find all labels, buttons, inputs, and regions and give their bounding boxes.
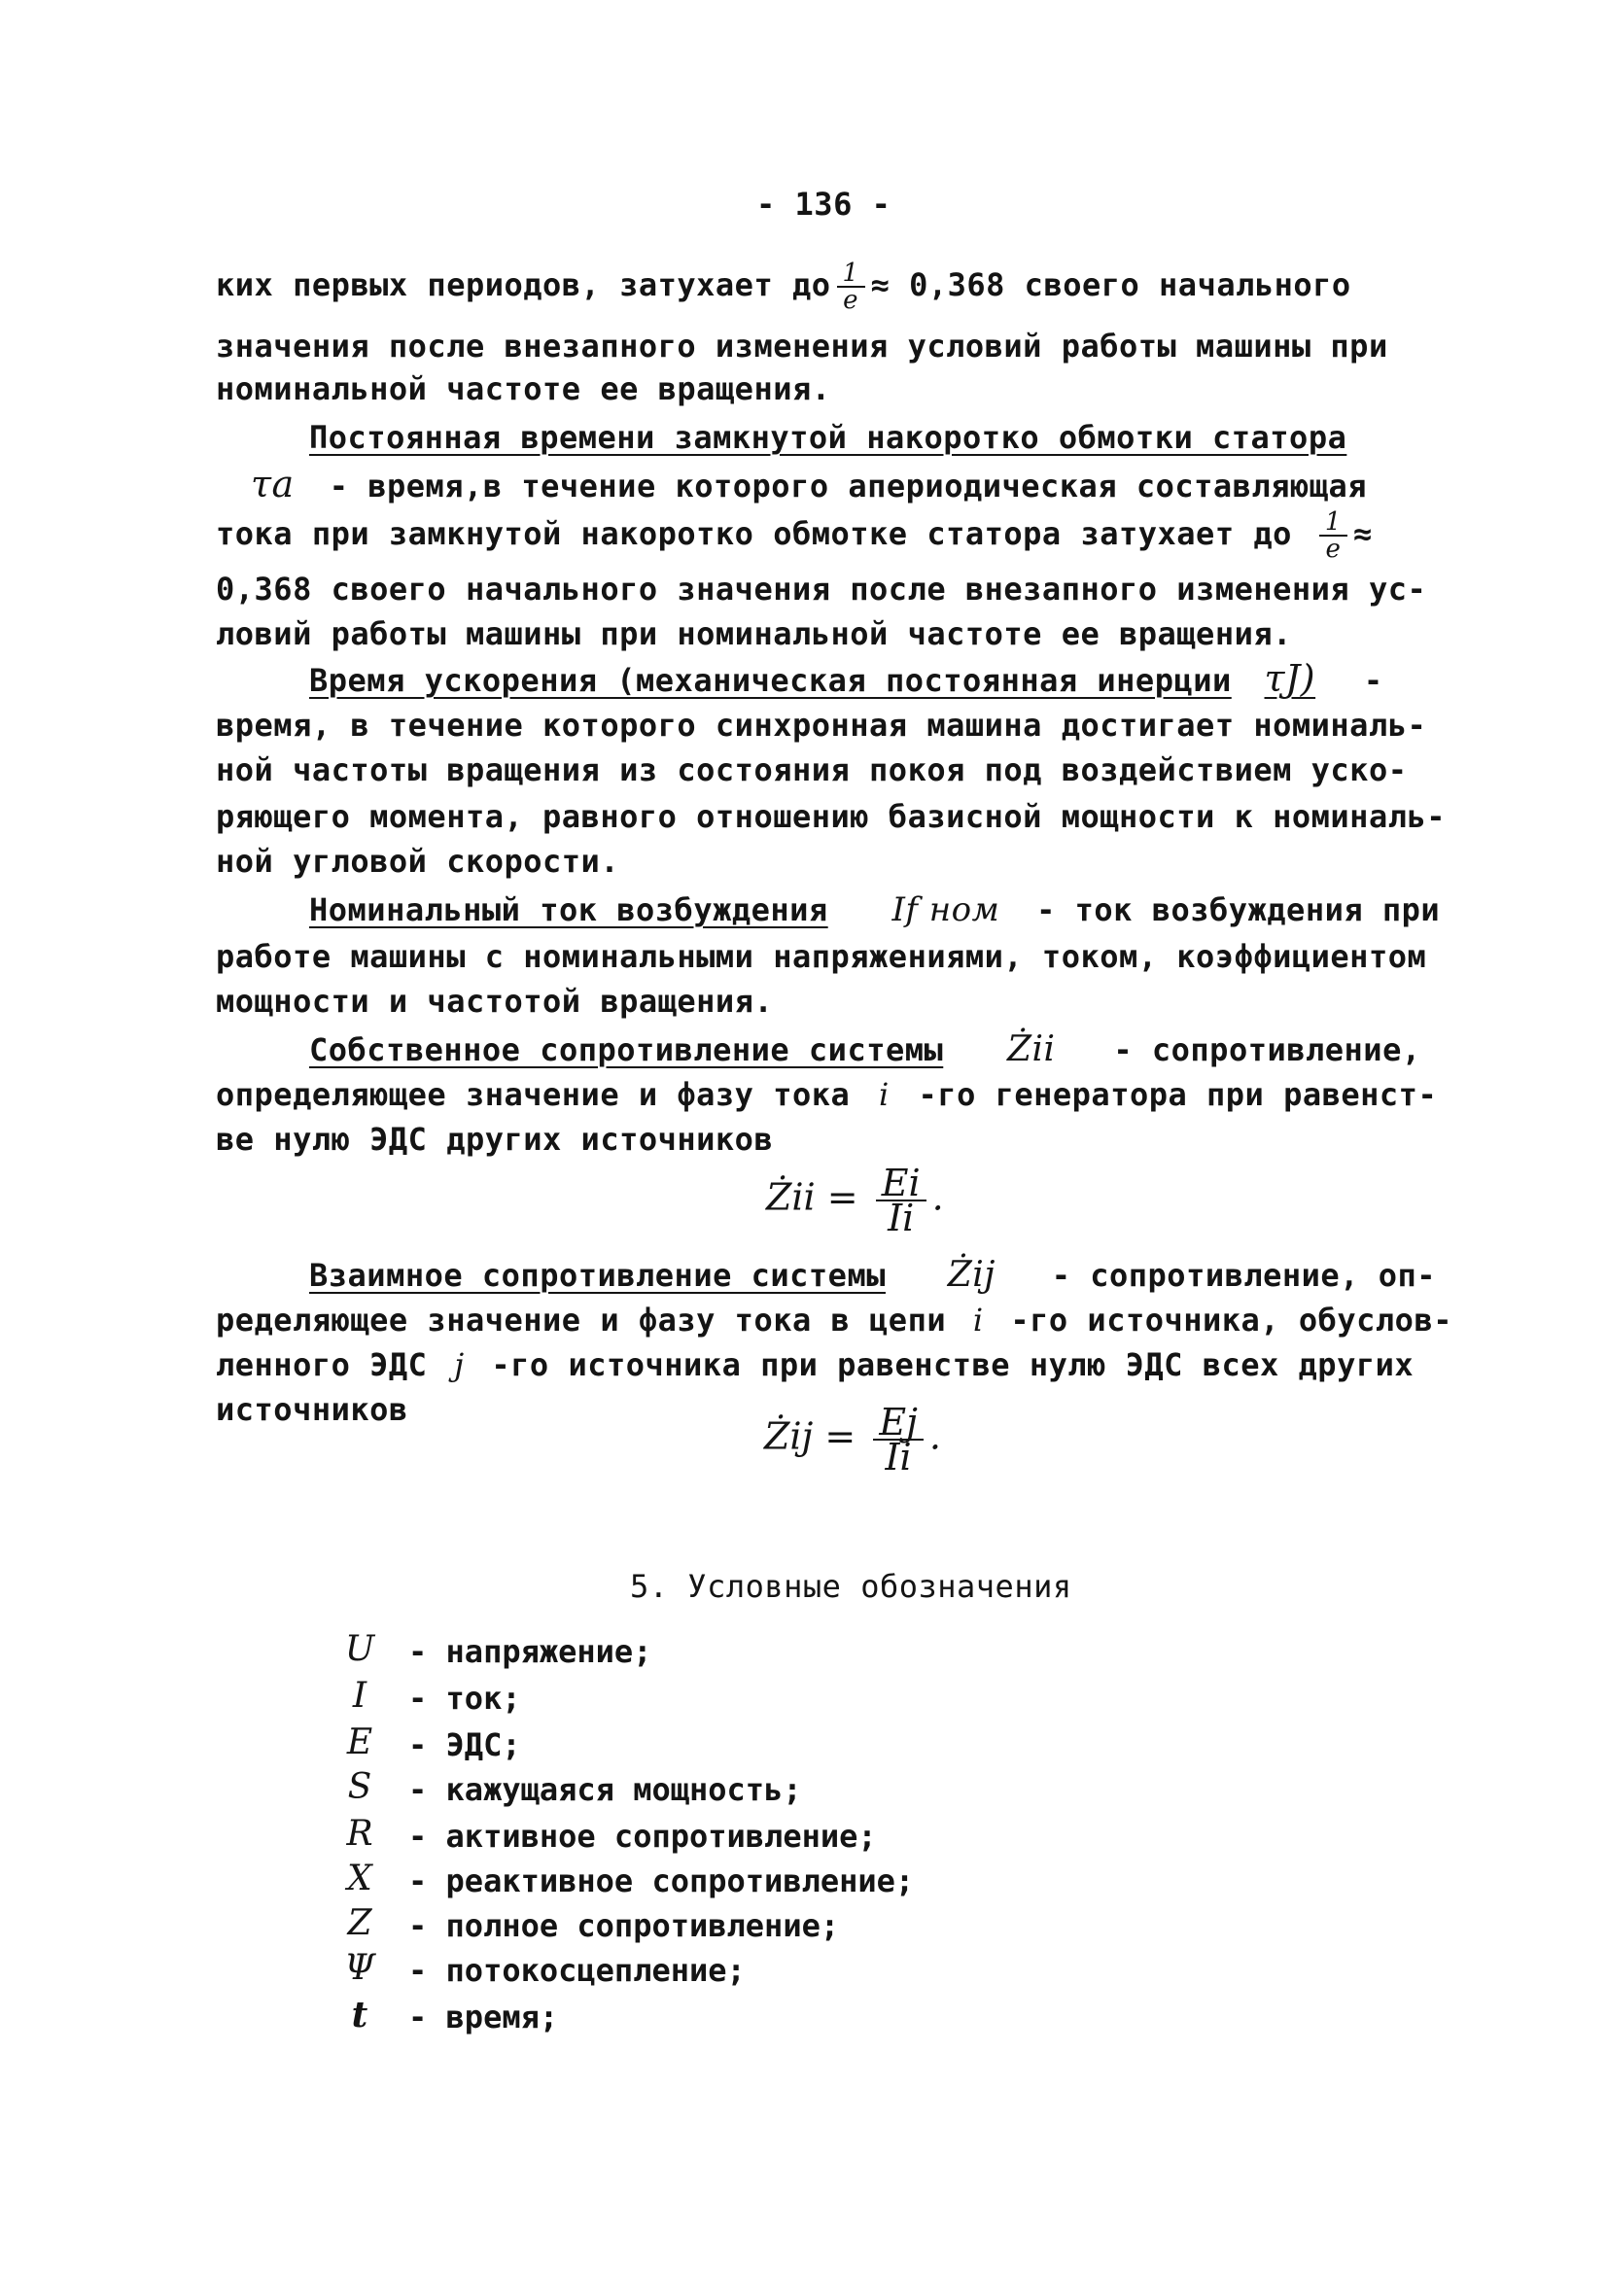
zii-symbol: Żii: [1007, 1029, 1056, 1069]
p2-line2-text: - время,в течение которого апериодическая составляющая: [329, 468, 1368, 504]
p2-line2: [251, 465, 1367, 505]
i-symbol: i: [879, 1076, 890, 1113]
legend-text-u: - напряжение;: [408, 1633, 652, 1670]
p6-line2-a: ределяющее значение и фазу тока в цепи: [216, 1302, 947, 1339]
p5-line2: [216, 1075, 1437, 1114]
equals-sign: =: [815, 1175, 870, 1219]
p2-line3-a: тока при замкнутой накоротко обмотке статора затухает до: [216, 515, 1292, 552]
p2-line3-b: ≈: [1352, 515, 1373, 552]
p6-line4: источников: [216, 1391, 408, 1428]
p4-line1: [309, 890, 1440, 929]
p1-line1-b: ≈ 0,368 своего начального: [870, 266, 1351, 303]
p4-line3: мощности и частотой вращения.: [216, 983, 774, 1020]
legend-text-r: - активное сопротивление;: [408, 1818, 877, 1855]
p3-line2: время, в течение которого синхронная машина достигает номиналь-: [216, 707, 1427, 744]
p2-line4: 0,368 своего начального значения после внезапного изменения ус-: [216, 571, 1427, 608]
legend-text-s: - кажущаяся мощность;: [408, 1771, 802, 1808]
p4-line2: работе машины с номинальными напряжениями, током, коэффициентом: [216, 938, 1427, 975]
zij-symbol: Żij: [947, 1255, 996, 1295]
p6-line3-b: -го источника при равенстве нулю ЭДС всех других: [491, 1346, 1415, 1383]
page-number: - 136 -: [756, 186, 891, 223]
p1-line2: значения после внезапного изменения условий работы машины при: [216, 328, 1388, 365]
p6-line2-b: -го источника, обуслов-: [1010, 1302, 1452, 1339]
legend-symbol-x: X: [347, 1859, 372, 1898]
formula-zii-end: .: [931, 1175, 944, 1219]
legend-text-x: - реактивное сопротивление;: [408, 1862, 915, 1899]
equals-sign-2: =: [813, 1414, 868, 1458]
p5-line3: ве нулю ЭДС других источников: [216, 1121, 774, 1158]
formula-zii-lhs: Żii: [766, 1175, 816, 1219]
formula-zii-fraction: [876, 1162, 926, 1239]
p5-line1: [309, 1030, 1421, 1069]
formula-zij-fraction: [873, 1401, 924, 1478]
p3-line3: ной частоты вращения из состояния покоя под воздействием уско-: [216, 751, 1408, 788]
p6-line2: [216, 1301, 1452, 1339]
legend-symbol-s: S: [347, 1767, 372, 1807]
p3-line1: [309, 659, 1383, 700]
p6-line3: [216, 1345, 1414, 1384]
legend-symbol-psi: Ψ: [344, 1948, 375, 1988]
formula-zij-lhs: Żij: [764, 1414, 814, 1458]
legend-text-e: - ЭДС;: [408, 1726, 521, 1763]
p6-line3-a: ленного ЭДС: [216, 1346, 428, 1383]
p6-line1-rest: - сопротивление, оп-: [1051, 1257, 1437, 1294]
formula-zij-den: Ii: [885, 1436, 912, 1478]
j-symbol: j: [454, 1346, 465, 1383]
p6-term: Взаимное сопротивление системы: [309, 1257, 886, 1294]
tau-j-symbol: τJ): [1264, 657, 1316, 700]
p4-term: Номинальный ток возбуждения: [309, 891, 828, 928]
tau-a-symbol: τa: [251, 463, 295, 505]
formula-zij: [764, 1401, 941, 1478]
legend-symbol-e: E: [346, 1722, 373, 1762]
legend-symbol-z: Z: [347, 1903, 372, 1943]
p4-line1-rest: - ток возбуждения при: [1036, 891, 1441, 928]
section-title: 5. Условные обозначения: [630, 1568, 1072, 1605]
p2-term: Постоянная времени замкнутой накоротко обмотки статора: [309, 419, 1347, 456]
formula-zij-num: Ej: [873, 1406, 924, 1441]
p1-line3: номинальной частоте ее вращения.: [216, 370, 831, 407]
p2-line3: [216, 509, 1373, 562]
p5-line2-b: -го генератора при равенст-: [918, 1076, 1438, 1113]
formula-zij-end: .: [928, 1414, 941, 1458]
p6-line1: [309, 1256, 1436, 1295]
legend-symbol-t: t: [351, 1995, 368, 2035]
legend-text-i: - ток;: [408, 1680, 521, 1717]
p1-line1: [216, 261, 1351, 313]
p3-line4: ряющего момента, равного отношению базисной мощности к номиналь-: [216, 798, 1446, 835]
if-nom-symbol: If ном: [891, 890, 1000, 929]
legend-text-t: - время;: [408, 1999, 559, 2035]
p1-line1-a: ких первых периодов, затухает до: [216, 266, 831, 303]
p5-line1-rest: - сопротивление,: [1113, 1031, 1421, 1068]
i-symbol-2: i: [972, 1302, 984, 1339]
legend-symbol-i: I: [352, 1676, 367, 1716]
formula-zii-num: Ei: [876, 1166, 926, 1201]
legend-symbol-u: U: [344, 1629, 375, 1669]
p5-term: Собственное сопротивление системы: [309, 1031, 944, 1068]
p3-term: Время ускорения (механическая постоянная инерции: [309, 662, 1232, 699]
p5-line2-a: определяющее значение и фазу тока: [216, 1076, 851, 1113]
p3-line5: ной угловой скорости.: [216, 843, 620, 880]
legend-symbol-r: R: [346, 1814, 373, 1854]
p2-line5: ловий работы машины при номинальной частоте ее вращения.: [216, 615, 1292, 652]
legend-text-z: - полное сопротивление;: [408, 1907, 840, 1944]
fraction-1-over-e: $\frac{1}{e}$: [837, 261, 865, 313]
p3-dash: -: [1363, 662, 1383, 699]
legend-text-psi: - потокосцепление;: [408, 1952, 746, 1989]
fraction-1-over-e-2: $\frac{1}{e}$: [1319, 509, 1347, 562]
formula-zii-den: Ii: [888, 1197, 915, 1239]
formula-zii: [766, 1162, 944, 1239]
